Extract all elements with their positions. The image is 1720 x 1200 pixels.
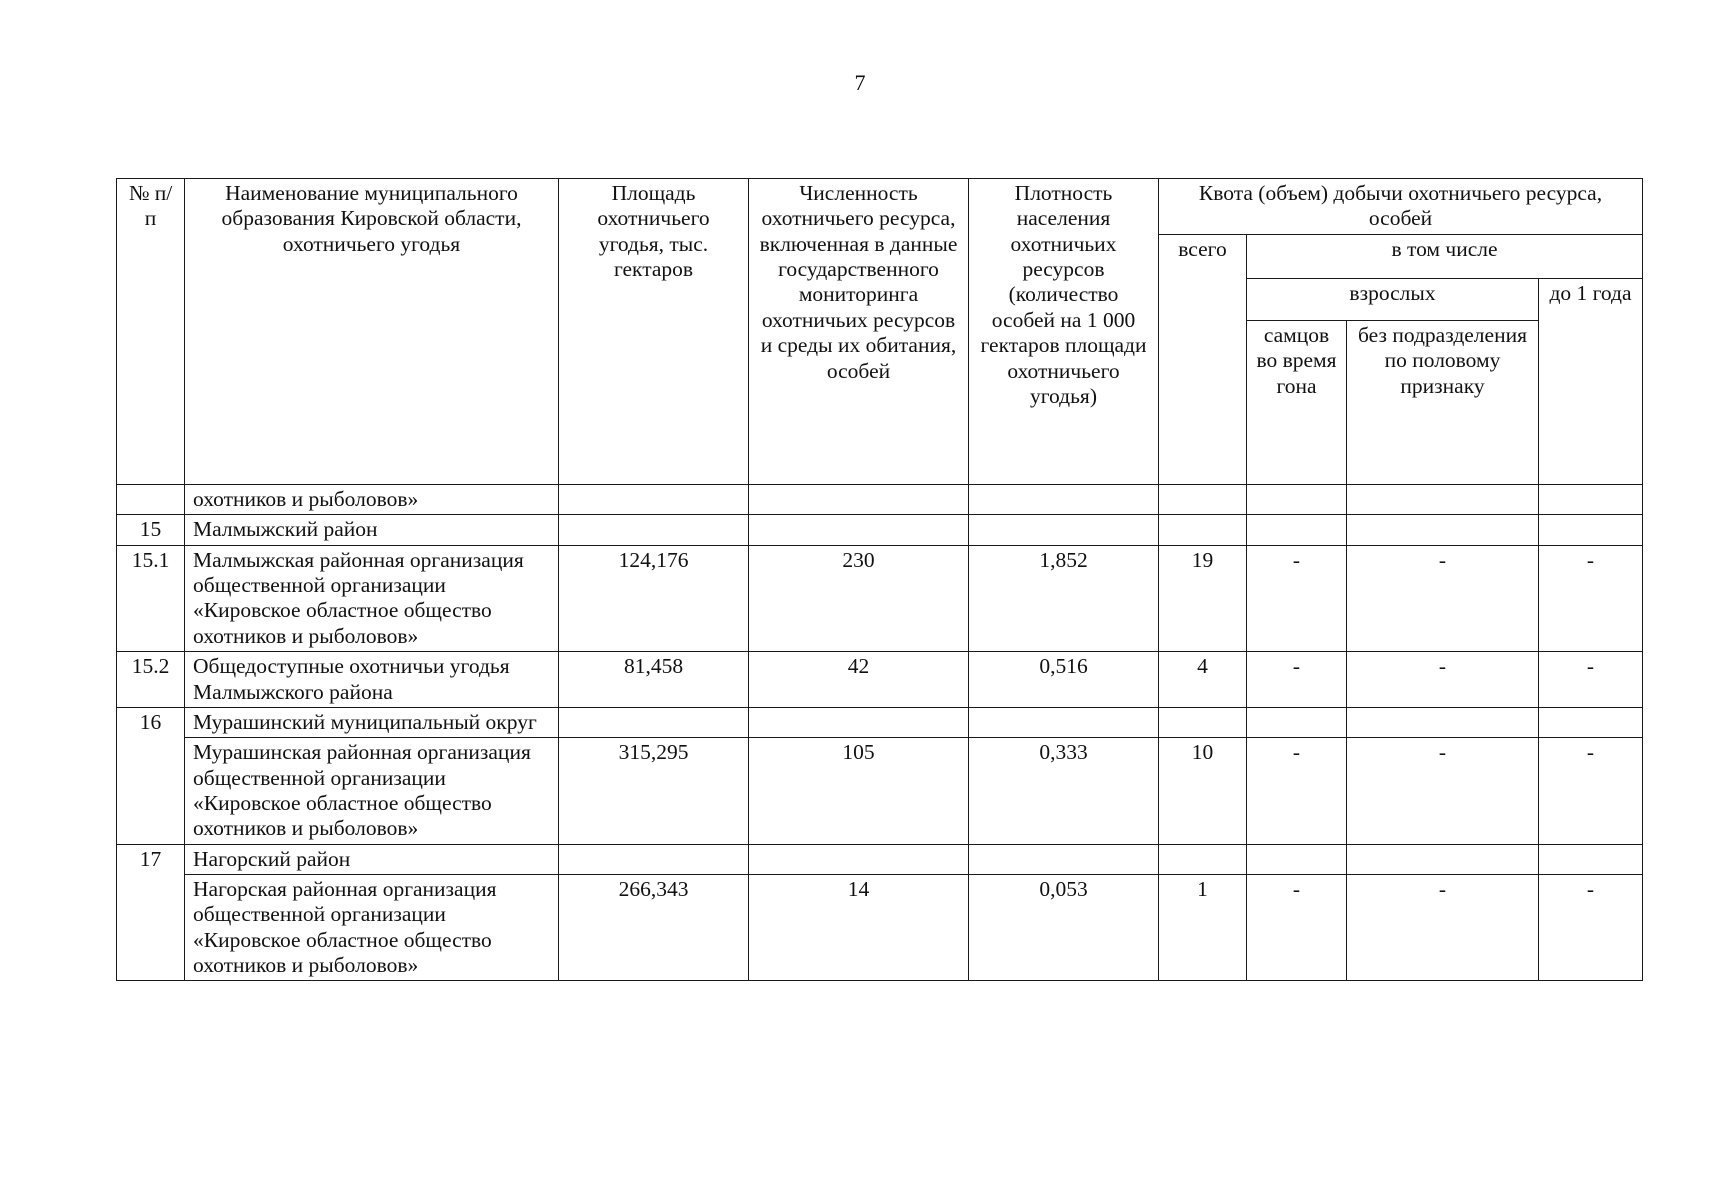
row-total: 4 [1159, 652, 1247, 708]
table-row [117, 652, 1643, 708]
row-num: 15.2 [117, 652, 185, 708]
row-name: Нагорская районная организация общественной организации «Кировское областное общество охотников и рыболовов» [185, 875, 559, 981]
row-area: 81,458 [559, 652, 749, 708]
table-row [117, 738, 1643, 844]
row-under1: - [1539, 652, 1643, 708]
row-males: - [1247, 738, 1347, 844]
row-num: 16 [117, 707, 185, 844]
row-name: Малмыжский район [185, 515, 559, 545]
header-under1: до 1 года [1539, 279, 1643, 485]
row-num: 17 [117, 844, 185, 981]
header-males: самцов во время гона [1247, 321, 1347, 485]
row-males: - [1247, 875, 1347, 981]
row-area: 315,295 [559, 738, 749, 844]
table-row [117, 707, 1643, 737]
row-nosex: - [1347, 875, 1539, 981]
row-males: - [1247, 652, 1347, 708]
row-nosex: - [1347, 545, 1539, 651]
table-row [117, 515, 1643, 545]
row-name: Мурашинский муниципальный округ [185, 707, 559, 737]
table-row [117, 545, 1643, 651]
row-count: 105 [749, 738, 969, 844]
row-density: 1,852 [969, 545, 1159, 651]
row-area: 266,343 [559, 875, 749, 981]
row-name: Нагорский район [185, 844, 559, 874]
row-num: 15.1 [117, 545, 185, 651]
header-quota: Квота (объем) добычи охотничьего ресурса, особей [1159, 179, 1643, 235]
row-area: 124,176 [559, 545, 749, 651]
row-density: 0,516 [969, 652, 1159, 708]
table-row [117, 875, 1643, 981]
header-including: в том числе [1247, 235, 1643, 279]
header-nosex: без подразделения по половому признаку [1347, 321, 1539, 485]
row-count: 230 [749, 545, 969, 651]
row-total: 19 [1159, 545, 1247, 651]
header-name: Наименование муниципального образования Кировской области, охотничьего угодья [185, 179, 559, 485]
row-males: - [1247, 545, 1347, 651]
row-count: 14 [749, 875, 969, 981]
row-density: 0,333 [969, 738, 1159, 844]
row-name: Мурашинская районная организация общественной организации «Кировское областное общество охотников и рыболовов» [185, 738, 559, 844]
row-nosex: - [1347, 652, 1539, 708]
row-count: 42 [749, 652, 969, 708]
quota-table [116, 178, 1643, 981]
row-under1: - [1539, 738, 1643, 844]
header-count: Численность охотничьего ресурса, включенная в данные государственного мониторинга охотничьих ресурсов и среды их обитания, особей [749, 179, 969, 485]
row-total: 1 [1159, 875, 1247, 981]
row-name: Малмыжская районная организация общественной организации «Кировское областное общество охотников и рыболовов» [185, 545, 559, 651]
row-total: 10 [1159, 738, 1247, 844]
header-total: всего [1159, 235, 1247, 485]
row-under1: - [1539, 545, 1643, 651]
page-number: 7 [854, 70, 866, 95]
row-name: охотников и рыболовов» [185, 485, 559, 515]
row-density: 0,053 [969, 875, 1159, 981]
header-num: № п/п [117, 179, 185, 485]
table-row [117, 844, 1643, 874]
row-num: 15 [117, 515, 185, 545]
row-under1: - [1539, 875, 1643, 981]
header-density: Плотность населения охотничьих ресурсов (количество особей на 1 000 гектаров площади охотничьего угодья) [969, 179, 1159, 485]
table-row [117, 485, 1643, 515]
header-area: Площадь охотничьего угодья, тыс. гектаров [559, 179, 749, 485]
row-nosex: - [1347, 738, 1539, 844]
row-name: Общедоступные охотничьи угодья Малмыжского района [185, 652, 559, 708]
header-adults: взрослых [1247, 279, 1539, 321]
